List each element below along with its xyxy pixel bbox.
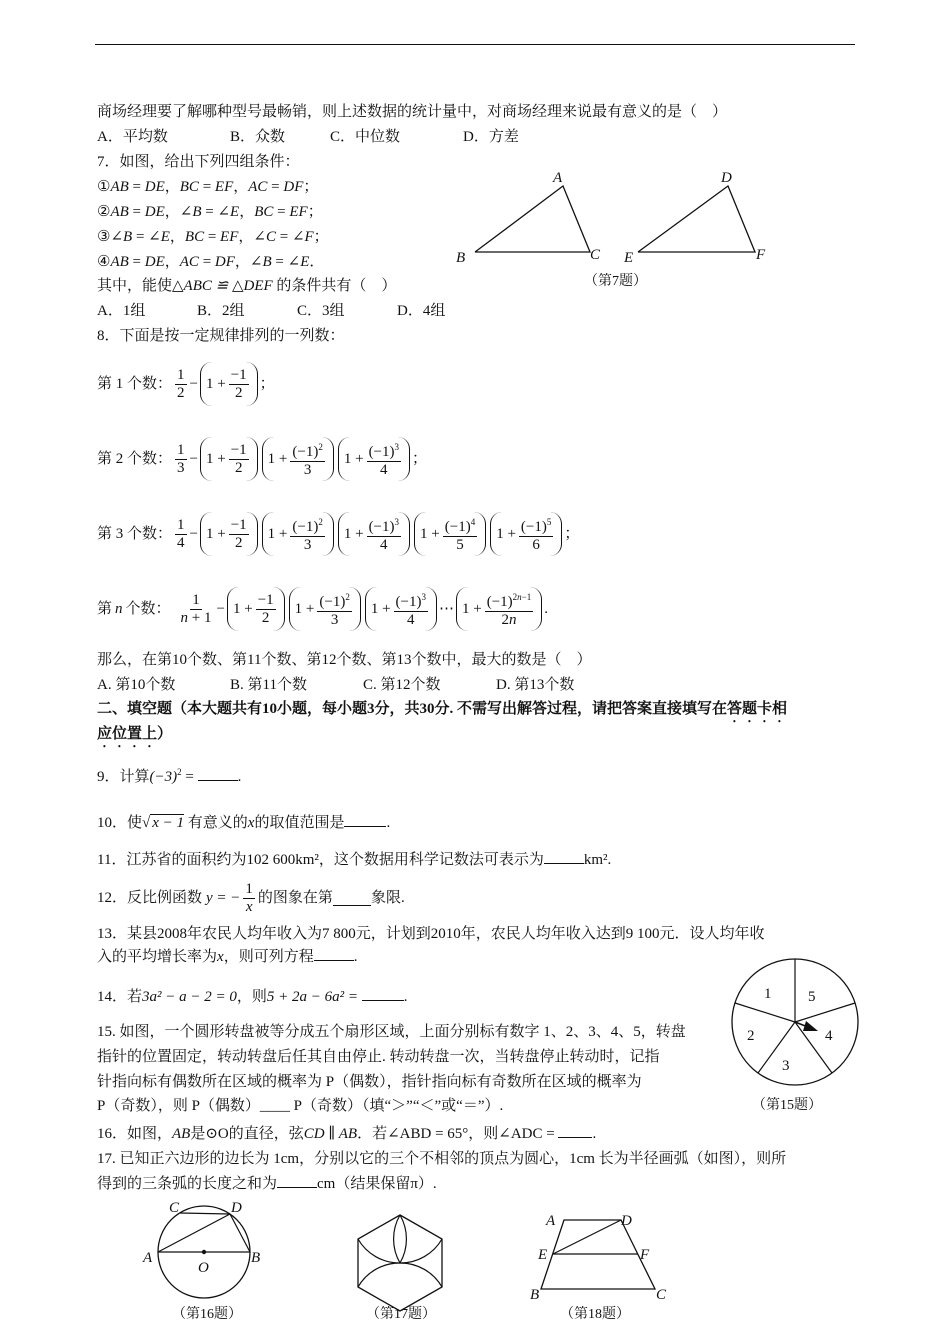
label-d: D <box>621 1213 632 1229</box>
label-b: B <box>251 1250 261 1266</box>
q13-line-2: 入的平均增长率为x，则可列方程 . <box>97 946 357 967</box>
q15-line-3: 针指向标有偶数所在区域的概率为 P（偶数），指针指向标有奇数所在区域的概率为 <box>97 1074 642 1090</box>
q13-line-1: 13．某县2008年农民人均年收入为7 800元，计划到2010年，农民人均年收入达到9 100元．设人均年收 <box>97 926 765 942</box>
q6-stem: 商场经理要了解哪种型号最畅销，则上述数据的统计量中，对商场经理来说最有意义的是（ ） <box>97 104 728 120</box>
q8-row-2: 第 2 个数： $\frac{1}{3}$ − 1 + $\frac{-1}{2}$ 1 + $\frac{(-1)^2}{3}$ 1 + $\frac{(-1)^3}{4}$ ； <box>97 437 427 481</box>
section-2-heading-cont: 应位置上） <box>97 726 173 742</box>
figure-15-caption: （第15题） <box>752 1098 822 1113</box>
label-o: O <box>198 1260 209 1276</box>
q7-option-a[interactable]: A．1组 <box>97 303 146 319</box>
q12: 12．反比例函数 y = − $\frac{1}{x}$ 的图象在第 象限. <box>97 880 405 915</box>
q17-line-2: 得到的三条弧的长度之和为 cm（结果保留π）. <box>97 1173 437 1194</box>
sector-label-5: 5 <box>808 989 816 1005</box>
label-f: F <box>640 1247 650 1263</box>
sector-label-1: 1 <box>764 986 772 1002</box>
q8-row-3: 第 3 个数： $\frac{1}{4}$ − 1 + $\frac{-1}{2}$ 1 + $\frac{(-1)^2}{3}$ 1 + $\frac{(-1)^3}{4}$ 1 + $\frac{(-1)^4}{5}$ 1 + $\frac{(-1)^5}{6}$ ； <box>97 512 579 556</box>
label-d: D <box>231 1200 242 1216</box>
sector-label-2: 2 <box>747 1028 755 1044</box>
q17-line-1: 17. 已知正六边形的边长为 1cm，分别以它的三个不相邻的顶点为圆心，1cm 长为半径画弧（如图），则所 <box>97 1151 787 1167</box>
sector-label-4: 4 <box>825 1028 833 1044</box>
q8-option-c[interactable]: C. 第12个数 <box>363 677 441 693</box>
q6-option-b[interactable]: B．众数 <box>230 129 286 145</box>
q15-line-1: 15. 如图，一个圆形转盘被等分成五个扇形区域，上面分别标有数字 1、2、3、4、5，转盘 <box>97 1024 686 1040</box>
figure-18-caption: （第18题） <box>560 1307 630 1322</box>
label-d: D <box>721 170 732 186</box>
q11: 11．江苏省的面积约为102 600km²，这个数据用科学记数法可表示为 km². <box>97 849 611 870</box>
figure-17-caption: （第17题） <box>366 1307 436 1322</box>
label-a: A <box>546 1213 556 1229</box>
q6-option-d[interactable]: D．方差 <box>463 129 519 145</box>
q7-option-d[interactable]: D．4组 <box>397 303 446 319</box>
figure-16-caption: （第16题） <box>172 1307 242 1322</box>
segment-ed <box>553 1220 621 1254</box>
q10: 10．使√ x − 1 有意义的x的取值范围是 . <box>97 812 390 833</box>
q6-option-a[interactable]: A．平均数 <box>97 129 168 145</box>
q7-condition-4: ④AB = DE，AC = DF，∠B = ∠E． <box>97 254 325 270</box>
q8-option-a[interactable]: A. 第10个数 <box>97 677 176 693</box>
label-b: B <box>456 250 466 266</box>
q9: 9．计算$(-3)^2$ = . <box>97 767 242 785</box>
q7-stem: 7．如图，给出下列四组条件： <box>97 154 300 170</box>
q8-stem: 8．下面是按一定规律排列的一列数： <box>97 328 345 344</box>
q15-line-4: P（奇数），则 P（偶数）____ P（奇数）（填“＞”“＜”或“＝”）. <box>97 1098 504 1114</box>
figure-7-caption: （第7题） <box>584 274 647 289</box>
q8-option-b[interactable]: B. 第11个数 <box>230 677 307 693</box>
label-f: F <box>756 247 766 263</box>
q8-row-1: 第 1 个数： $\frac{1}{2}$ − 1 + $\frac{-1}{2}$ ； <box>97 362 275 406</box>
label-c: C <box>590 247 601 263</box>
label-e: E <box>538 1247 548 1263</box>
q7-condition-1: ①AB = DE，BC = EF，AC = DF； <box>97 179 319 195</box>
q7-option-c[interactable]: C．3组 <box>297 303 345 319</box>
label-a: A <box>553 170 563 186</box>
sector-label-3: 3 <box>782 1058 790 1074</box>
q7-option-b[interactable]: B．2组 <box>197 303 245 319</box>
q8-option-d[interactable]: D. 第13个数 <box>496 677 575 693</box>
q15-line-2: 指针的位置固定，转动转盘后任其自由停止. 转动转盘一次，当转盘停止转动时，记指 <box>97 1049 660 1065</box>
q8-row-n: 第 n 个数： $\frac{1}{n + 1}$ − 1 + $\frac{-1}{2}$ 1 + $\frac{(-1)^2}{3}$ 1 + $\frac{(-1)^3}{4}$ ⋯ 1 + $\frac{(-1)^{2n-1}}{2n}$ . <box>97 587 548 631</box>
section-2-heading: 二、填空题（本大题共有10小题，每小题3分，共30分. 不需写出解答过程，请把答案直接填写在答题卡相 <box>97 701 788 717</box>
q14: 14．若3a² − a − 2 = 0，则5 + 2a − 6a² = . <box>97 986 408 1007</box>
label-a: A <box>143 1250 153 1266</box>
label-c: C <box>656 1287 667 1303</box>
label-b: B <box>530 1287 540 1303</box>
label-e: E <box>624 250 634 266</box>
label-c: C <box>169 1200 180 1216</box>
q16: 16．如图，AB是⊙O的直径，弦CD ∥ AB．若∠ABD = 65°，则∠ADC = . <box>97 1123 596 1144</box>
q7-question: 其中，能使△ABC ≌ △DEF 的条件共有（ ） <box>97 278 397 294</box>
q7-condition-2: ②AB = DE，∠B = ∠E，BC = EF； <box>97 204 323 220</box>
q7-condition-3: ③∠B = ∠E，BC = EF，∠C = ∠F； <box>97 229 329 245</box>
q8-question: 那么，在第10个数、第11个数、第12个数、第13个数中，最大的数是（ ） <box>97 652 592 668</box>
q6-option-c[interactable]: C．中位数 <box>330 129 401 145</box>
